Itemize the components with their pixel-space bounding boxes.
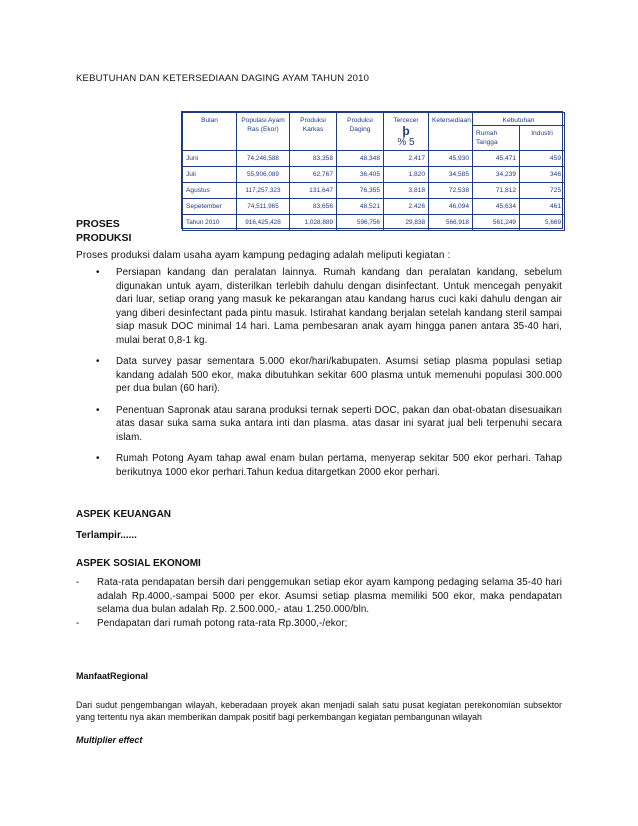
dash-marker: -	[76, 617, 80, 629]
table-cell-karkas: 83,358	[290, 151, 337, 167]
list-item	[96, 266, 562, 347]
proses-intro: Proses produksi dalam usaha ayam kampung pedaging adalah meliputi kegiatan :	[76, 250, 451, 261]
table-cell-ketersediaan: 45,930	[429, 151, 473, 167]
table-cell-tercecer: 2,426	[384, 199, 429, 215]
table-cell-bulan: Juli	[183, 167, 237, 183]
table-row	[183, 183, 565, 199]
header-produksi-daging: Produksi Daging	[337, 113, 384, 151]
table-cell-populasi: 55,906,089	[237, 167, 290, 183]
table-body	[183, 151, 565, 231]
meat-supply-table	[181, 111, 563, 229]
table-cell-ketersediaan: 34,585	[429, 167, 473, 183]
table-cell-populasi: 916,425,428	[237, 215, 290, 231]
header-tercecer-label: Tercecer	[393, 117, 419, 124]
list-item	[96, 404, 562, 445]
table-cell-industri: 346	[520, 167, 565, 183]
aspek-keuangan-heading: ASPEK KEUANGAN	[76, 509, 172, 520]
table-cell-karkas: 83,656	[290, 199, 337, 215]
aspek-sosial-heading: ASPEK SOSIAL EKONOMI	[76, 558, 201, 569]
table-cell-industri: 459	[520, 151, 565, 167]
table-row	[183, 199, 565, 215]
document-title: KEBUTUHAN DAN KETERSEDIAAN DAGING AYAM TAHUN 2010	[76, 73, 370, 84]
list-item-text: Rata-rata pendapatan bersih dari penggemukan setiap ekor ayam kampong pedaging selama 35-40 hari adalah Rp.4000,-sampai 5000 per ekor. Asumsi setiap plasma memiliki 500 ekor, maka pendapatan selama dua bulan adalah Rp. 2.500.000,- atau 1.250.000/bln.	[97, 577, 562, 615]
table-cell-rumah-tangga: 71,812	[473, 183, 520, 199]
header-bulan: Bulan	[183, 113, 237, 151]
header-populasi: Populasi Ayam Ras (Ekor)	[237, 113, 290, 151]
header-tercecer-pct: % 5	[397, 137, 415, 148]
list-item-text: Pendapatan dari rumah potong rata-rata Rp.3000,-/ekor;	[97, 617, 348, 629]
table-row	[183, 151, 565, 167]
table-cell-daging: 48,348	[337, 151, 384, 167]
bullet-icon: •	[96, 453, 100, 464]
table-cell-tercecer: 29,838	[384, 215, 429, 231]
table-cell-rumah-tangga: 45,634	[473, 199, 520, 215]
dash-marker: -	[76, 577, 80, 588]
bullet-icon: •	[96, 267, 100, 278]
table-cell-industri: 5,669	[520, 215, 565, 231]
manfaat-heading: ManfaatRegional	[76, 671, 149, 681]
proses-bullet-list	[96, 266, 562, 487]
header-tercecer	[384, 113, 429, 151]
table-cell-daging: 596,756	[337, 215, 384, 231]
table-cell-populasi: 74,511,965	[237, 199, 290, 215]
table-cell-ketersediaan: 566,918	[429, 215, 473, 231]
table-cell-karkas: 1,028,889	[290, 215, 337, 231]
table-cell-industri: 725	[520, 183, 565, 199]
list-item	[96, 355, 562, 396]
table-row	[183, 167, 565, 183]
table-cell-bulan: Agustus	[183, 183, 237, 199]
list-item-text: Penentuan Sapronak atau sarana produksi ternak seperti DOC, pakan dan obat-obatan disesuaikan atas dasar suka sama suka antara inti dan plasma. atas dasar ini syarat jual beli terpenuhi secara islam.	[116, 404, 562, 443]
table-cell-daging: 48,521	[337, 199, 384, 215]
manfaat-paragraph: Dari sudut pengembangan wilayah, keberadaan proyek akan menjadi salah satu pusat kegiatan perekonomian subsektor yang tertentu nya akan memberikan dampak positif bagi perkembangan kegiatan pembangunan wilayah	[76, 700, 562, 722]
multiplier-heading: Multiplier effect	[76, 735, 143, 745]
table-cell-daging: 76,355	[337, 183, 384, 199]
table-cell-bulan: Tahun 2010	[183, 215, 237, 231]
table-row	[183, 215, 565, 231]
table-cell-karkas: 62,767	[290, 167, 337, 183]
header-produksi-karkas: Produksi Karkas	[290, 113, 337, 151]
bullet-icon: •	[96, 404, 100, 416]
table-cell-rumah-tangga: 561,249	[473, 215, 520, 231]
sosial-list	[76, 576, 562, 630]
table-cell-tercecer: 2,417	[384, 151, 429, 167]
header-ketersediaan: Ketersediaan	[429, 113, 473, 151]
table-cell-bulan: Sepetember	[183, 199, 237, 215]
list-item-text: Persiapan kandang dan peralatan lainnya. Rumah kandang dan peralatan kandang, sebelum digunakan untuk ayam, disterilkan terlebih dahulu dengan disinfectant. Untuk mencegah penyakit dari luar, setiap orang yang masuk ke pekarangan atau kandang harus cuci kaki dahulu dengan air yang diberi desinfectant pada pintu masuk. Istirahat kandang berjalan setelah kandang steril sampai siap masuk DOC minimal 14 hari. Lama pembesaran anak ayam hingga panen antara 35-40 hari, mulai berat 0,8-1 kg.	[116, 267, 562, 346]
header-rumah-tangga: Rumah Tangga	[473, 126, 520, 151]
table-cell-ketersediaan: 46,094	[429, 199, 473, 215]
table-cell-populasi: 74,246,588	[237, 151, 290, 167]
table-cell-tercecer: 1,820	[384, 167, 429, 183]
table-cell-tercecer: 3,818	[384, 183, 429, 199]
list-item-text: Rumah Potong Ayam tahap awal enam bulan pertama, menyerap sekitar 500 ekor perhari. Tahap berikutnya 1000 ekor perhari.Tahun kedua ditargetkan 2000 ekor perhari.	[116, 453, 562, 478]
header-tercecer-mark: þ	[402, 124, 410, 138]
proses-heading: PROSES PRODUKSI	[76, 218, 132, 244]
header-industri: Industri	[520, 126, 565, 151]
list-item-text: Data survey pasar sementara 5.000 ekor/hari/kabupaten. Asumsi setiap plasma populasi setiap kandang adalah 500 ekor, maka dibutuhkan sekitar 600 plasma untuk memenuhi populasi 300.000 per dua bulan (60 hari).	[116, 356, 562, 394]
header-kebutuhan: Kebutuhan	[473, 113, 565, 126]
table-cell-daging: 36,405	[337, 167, 384, 183]
table-cell-populasi: 117,257,323	[237, 183, 290, 199]
list-item	[76, 576, 562, 617]
table-cell-ketersediaan: 72,538	[429, 183, 473, 199]
list-item	[96, 452, 562, 479]
table-cell-industri: 461	[520, 199, 565, 215]
terlampir-label: Terlampir......	[76, 530, 137, 541]
table-cell-rumah-tangga: 34,239	[473, 167, 520, 183]
list-item	[76, 617, 562, 631]
bullet-icon: •	[96, 356, 100, 367]
table-cell-karkas: 131,647	[290, 183, 337, 199]
table-cell-bulan: Juni	[183, 151, 237, 167]
table-cell-rumah-tangga: 45,471	[473, 151, 520, 167]
